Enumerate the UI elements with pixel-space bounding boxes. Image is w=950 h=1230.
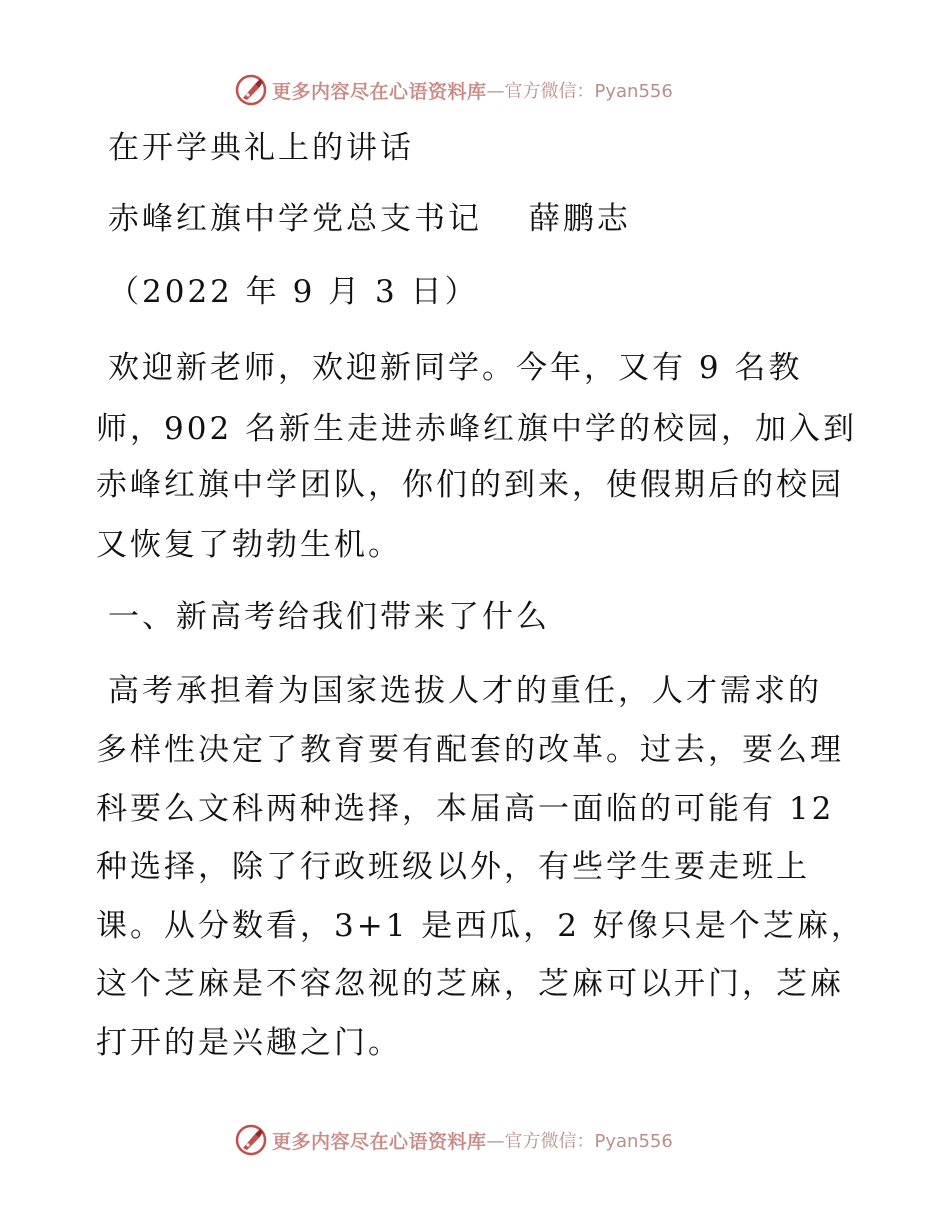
watermark-text: 更多内容尽在心语资料库 [272, 80, 487, 103]
paragraph-line: 课。从分数看，3+1 是西瓜，2 好像只是个芝麻， [96, 908, 865, 944]
paragraph-line: 这个芝麻是不容忽视的芝麻，芝麻可以开门，芝麻 [96, 966, 844, 1002]
paragraph-line: 种选择，除了行政班级以外，有些学生要走班上 [96, 849, 810, 885]
section-heading: 一、新高考给我们带来了什么 [108, 599, 550, 635]
watermark-contact: —官方微信：Pyan556 [486, 81, 673, 102]
pen-nib-seal-icon [234, 73, 268, 107]
paragraph-line: 又恢复了勃勃生机。 [96, 527, 402, 563]
paragraph-line: 打开的是兴趣之门。 [96, 1025, 402, 1061]
header-watermark [234, 72, 673, 108]
watermark-contact: —官方微信：Pyan556 [486, 1131, 673, 1152]
date-line: （2022 年 9 月 3 日） [108, 274, 479, 310]
footer-watermark [234, 1122, 673, 1158]
document-title: 在开学典礼上的讲话 [108, 130, 414, 166]
pen-nib-seal-icon [234, 1123, 268, 1157]
paragraph-line: 师，902 名新生走进赤峰红旗中学的校园，加入到 [96, 411, 858, 447]
paragraph-line: 高考承担着为国家选拔人才的重任，人才需求的 [108, 673, 822, 709]
paragraph-line: 欢迎新老师，欢迎新同学。今年，又有 9 名教 [108, 350, 803, 386]
author-line: 赤峰红旗中学党总支书记 薛鹏志 [108, 201, 631, 237]
paragraph-line: 多样性决定了教育要有配套的改革。过去，要么理 [96, 732, 844, 768]
watermark-text: 更多内容尽在心语资料库 [272, 1130, 487, 1153]
paragraph-line: 科要么文科两种选择，本届高一面临的可能有 12 [96, 791, 835, 827]
paragraph-line: 赤峰红旗中学团队，你们的到来，使假期后的校园 [96, 467, 844, 503]
